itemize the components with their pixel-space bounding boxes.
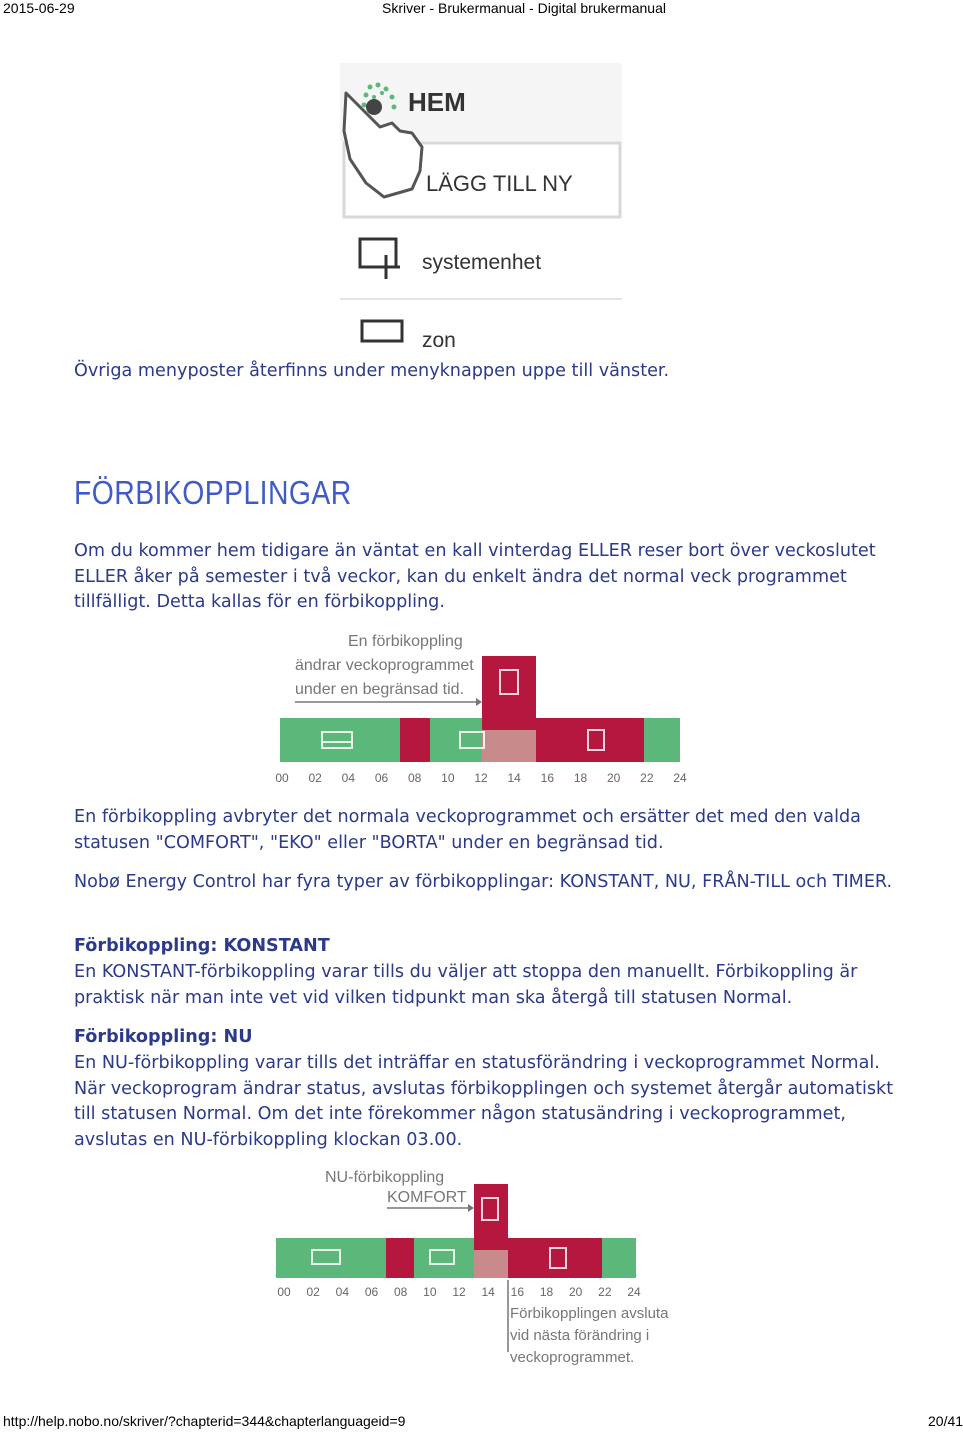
add-new-label: LÄGG TILL NY [426,171,573,196]
diagram1-tick-12: 12 [474,771,488,785]
diagram2-block-comfort-evening [508,1238,602,1278]
diagram2-block-night [602,1238,636,1278]
diagram2-block-overridden [474,1250,508,1278]
diagram2-tick-14: 14 [481,1285,495,1299]
override-types: Nobø Energy Control har fyra typer av förbikopplingar: KONSTANT, NU, FRÅN-TILL och TIMER. [74,872,893,892]
section-title: FÖRBIKOPPLINGAR [74,474,352,511]
nu-override-diagram [270,1162,690,1368]
nu-text: En NU-förbikoppling varar tills det inträffar en statusförändring i veckoprogrammet Normal. När veckoprogram ändrar status, avslutas förbikopplingen och systemet återgår automatiskt till statusen Normal. Om det inte förekommer någon statusändring i veckoprogrammet, avslutas en NU-förbikoppling klockan 03.00. [74,1053,894,1150]
diagram2-block-day [414,1238,474,1278]
konstant-text: En KONSTANT-förbikoppling varar tills du väljer att stoppa den manuellt. Förbikoppling är praktisk när man inte vet vid vilken tidpunkt man ska återgå till statusen Normal. [74,962,858,1008]
diagram1-block-comfort-evening [536,718,644,762]
diagram1-block-night [644,718,680,762]
menu-screenshot [340,63,622,352]
diagram2-tick-08: 08 [393,1285,408,1299]
system-unit-label: systemenhet [422,251,542,274]
diagram2-tick-18: 18 [539,1285,554,1299]
print-title: Skriver - Brukermanual - Digital brukermanual [382,0,666,16]
diagram2-tick-16: 16 [510,1285,525,1299]
diagram1-tick-20: 20 [606,771,621,785]
home-label: HEM [408,87,466,117]
diagram2-block-sleep [276,1238,386,1278]
diagram2-tick-10: 10 [423,1285,437,1299]
diagram1-caption-2: ändrar veckoprogrammet [295,657,474,674]
diagram2-tick-12: 12 [452,1285,466,1299]
diagram1-tick-10: 10 [441,771,455,785]
nu-heading: Förbikoppling: NU [74,1027,253,1047]
override-description: En förbikoppling avbryter det normala veckoprogrammet och ersätter det med den valda statusen "COMFORT", "EKO" eller "BORTA" under en begränsad tid. [74,807,861,853]
diagram1-block-comfort-morning [400,718,430,762]
diagram1-block-overridden [482,730,536,762]
diagram1-tick-18: 18 [573,771,588,785]
diagram2-caption-1: NU-förbikoppling [325,1169,445,1186]
konstant-heading: Förbikoppling: KONSTANT [74,936,330,956]
diagram2-tick-04: 04 [335,1285,350,1299]
diagram1-tick-14: 14 [507,771,521,785]
diagram1-arrowhead [476,698,482,706]
diagram2-end-note-2: vid nästa förändring i [510,1327,650,1344]
diagram2-block-comfort-morning [386,1238,414,1278]
diagram1-block-day [430,718,482,762]
diagram2-end-note-3: veckoprogrammet. [510,1349,635,1366]
menu-note: Övriga menyposter återfinns under menyknappen uppe till vänster. [74,361,670,381]
print-date: 2015-06-29 [3,0,75,16]
diagram1-block-sleep [280,718,400,762]
diagram2-tick-02: 02 [306,1285,320,1299]
page-number: 20/41 [928,1413,963,1429]
diagram2-tick-24: 24 [627,1285,641,1299]
diagram2-tick-22: 22 [598,1285,612,1299]
diagram2-caption-2: KOMFORT [387,1189,467,1206]
diagram2-block-override [474,1184,508,1250]
override-diagram [270,626,690,788]
diagram1-tick-24: 24 [673,771,687,785]
diagram2-tick-06: 06 [364,1285,379,1299]
diagram1-tick-00: 00 [275,771,289,785]
diagram1-tick-06: 06 [374,771,389,785]
diagram1-tick-16: 16 [540,771,555,785]
diagram1-tick-04: 04 [341,771,356,785]
diagram1-tick-22: 22 [640,771,654,785]
intro-paragraph: Om du kommer hem tidigare än väntat en kall vinterdag ELLER reser bort över veckoslutet ELLER åker på semester i två veckor, kan du enkelt ändra det normal veck programmet tillfälligt. Detta kallas för en förbikoppling. [74,541,876,612]
diagram2-end-note-1: Förbikopplingen avsluta [510,1305,669,1322]
zone-label: zon [422,329,456,352]
diagram2-tick-00: 00 [277,1285,291,1299]
diagram2-tick-20: 20 [568,1285,583,1299]
diagram1-tick-02: 02 [308,771,322,785]
diagram1-caption-3: under en begränsad tid. [295,681,465,698]
diagram2-arrowhead [468,1204,474,1212]
diagram1-caption-1: En förbikoppling [348,633,463,650]
diagram1-tick-08: 08 [407,771,422,785]
print-url: http://help.nobo.no/skriver/?chapterid=344&chapterlanguageid=9 [3,1413,406,1429]
